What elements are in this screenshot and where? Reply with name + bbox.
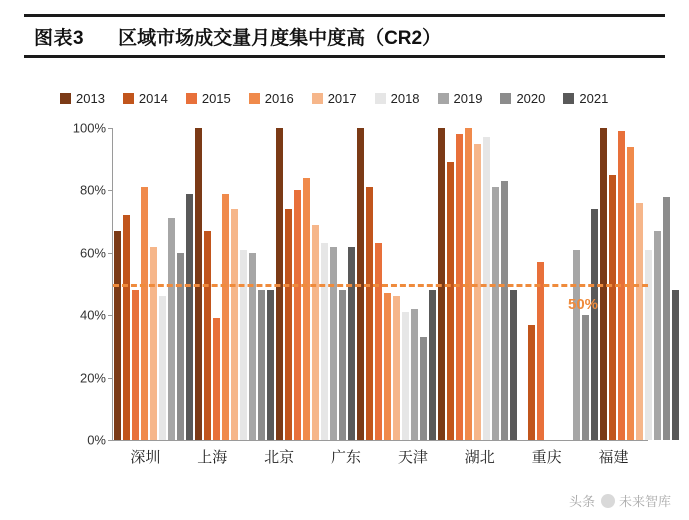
legend-item	[312, 91, 357, 106]
bar	[150, 247, 157, 440]
bar	[114, 231, 121, 440]
legend-swatch-icon	[500, 93, 511, 104]
bar	[312, 225, 319, 440]
bar	[168, 218, 175, 440]
bar	[393, 296, 400, 440]
legend-label: 2014	[138, 90, 168, 106]
bar	[573, 250, 580, 440]
plot-area	[72, 120, 648, 448]
bar	[429, 290, 436, 440]
bar	[384, 293, 391, 440]
bar	[591, 209, 598, 440]
bar	[672, 290, 679, 440]
legend-label: 2018	[390, 90, 420, 106]
bar	[483, 137, 490, 440]
page-title: 区域市场成交量月度集中度高（CR2）	[118, 27, 442, 49]
bar	[213, 318, 220, 440]
y-axis-tick-label: 100%	[72, 120, 106, 136]
bar	[285, 209, 292, 440]
bar	[330, 247, 337, 440]
legend-item	[563, 91, 608, 106]
bar	[186, 194, 193, 440]
bar	[636, 203, 643, 440]
bar	[204, 231, 211, 440]
bar	[366, 187, 373, 440]
x-axis-category-label: 天津	[397, 449, 428, 466]
y-axis-tick-mark	[108, 315, 113, 316]
y-axis-tick-label: 20%	[79, 370, 106, 386]
legend-swatch-icon	[123, 93, 134, 104]
bar	[528, 325, 535, 440]
legend-label: 2019	[453, 90, 483, 106]
bar	[447, 162, 454, 440]
bar	[177, 253, 184, 440]
bar	[159, 296, 166, 440]
legend-swatch-icon	[438, 93, 449, 104]
bar	[375, 243, 382, 440]
legend-item	[375, 91, 420, 106]
x-axis-category-label: 湖北	[464, 449, 495, 466]
bar	[267, 290, 274, 440]
bar	[249, 253, 256, 440]
legend-item	[123, 91, 168, 106]
legend-label: 2016	[264, 90, 294, 106]
bar-group	[680, 128, 689, 440]
bar	[456, 134, 463, 440]
bar	[132, 290, 139, 440]
legend-label: 2013	[76, 90, 105, 106]
bar	[222, 194, 229, 440]
legend-label: 2015	[201, 90, 231, 106]
x-axis-category-label: 福建	[598, 449, 629, 466]
bar	[411, 309, 418, 440]
bar	[627, 147, 634, 440]
legend-swatch-icon	[375, 93, 386, 104]
bar	[240, 250, 247, 440]
bar	[609, 175, 616, 440]
y-axis-tick-mark	[108, 128, 113, 129]
legend-swatch-icon	[249, 93, 260, 104]
legend-item	[438, 91, 483, 106]
footer-watermark	[569, 491, 671, 510]
legend-label: 2017	[327, 90, 357, 106]
y-axis-tick-mark	[108, 190, 113, 191]
bar	[582, 315, 589, 440]
bar	[141, 187, 148, 440]
bar	[348, 247, 355, 440]
y-axis-tick-label: 0%	[87, 432, 106, 448]
title-bar	[24, 14, 665, 58]
legend-label: 2020	[516, 90, 546, 106]
y-axis-tick-label: 40%	[79, 307, 106, 323]
footer-brand: 未来智库	[618, 494, 671, 509]
x-axis-labels	[112, 446, 647, 467]
figure-label: 图表3	[34, 27, 85, 49]
bar	[231, 209, 238, 440]
bar	[420, 337, 427, 440]
bar	[303, 178, 310, 440]
x-axis-category-label: 上海	[197, 449, 228, 466]
bar	[501, 181, 508, 440]
legend-swatch-icon	[60, 93, 71, 104]
chart-legend	[60, 88, 660, 108]
threshold-line	[113, 284, 648, 287]
y-axis-tick-label: 80%	[79, 182, 106, 198]
legend-swatch-icon	[312, 93, 323, 104]
threshold-label: 50%	[568, 296, 599, 313]
logo-icon	[601, 494, 615, 508]
legend-swatch-icon	[186, 93, 197, 104]
bar	[645, 250, 652, 440]
y-axis-tick-mark	[108, 440, 113, 441]
x-axis-category-label: 深圳	[130, 449, 161, 466]
legend-item	[500, 91, 545, 106]
bar	[402, 312, 409, 440]
legend-label: 2021	[579, 90, 609, 106]
bar	[123, 215, 130, 440]
bar	[663, 197, 670, 440]
bar	[294, 190, 301, 440]
bar	[654, 231, 661, 440]
x-axis-category-label: 北京	[264, 449, 295, 466]
bar	[474, 144, 481, 440]
bar	[258, 290, 265, 440]
bar	[510, 290, 517, 440]
bar	[492, 187, 499, 440]
y-axis-tick-label: 60%	[79, 245, 106, 261]
footer-source: 头条	[568, 494, 595, 509]
legend-item	[249, 91, 294, 106]
legend-item	[186, 91, 231, 106]
y-axis-tick-mark	[108, 378, 113, 379]
bar	[321, 243, 328, 440]
legend-swatch-icon	[563, 93, 574, 104]
x-axis-category-label: 广东	[331, 449, 362, 466]
bar	[339, 290, 346, 440]
y-axis-tick-mark	[108, 253, 113, 254]
chart-area	[0, 110, 689, 470]
x-axis-category-label: 重庆	[531, 449, 562, 466]
bar	[537, 262, 544, 440]
legend-item	[60, 91, 105, 106]
